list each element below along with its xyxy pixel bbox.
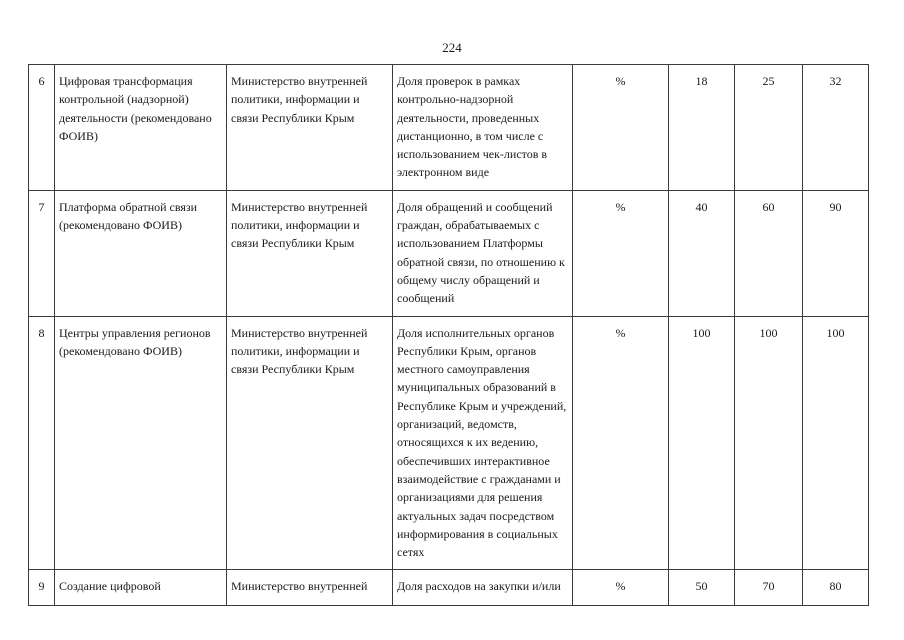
table-row (29, 190, 869, 316)
indicator-text: Доля обращений и сообщений граждан, обрабатываемых с использованием Платформы обратной связи, по отношению к общему числу обращений и сообщений (393, 190, 573, 316)
page-number: 224 (442, 40, 462, 55)
value-cell-1: 100 (669, 316, 735, 570)
value-cell-3: 80 (803, 570, 869, 606)
value-cell-1: 50 (669, 570, 735, 606)
value-cell-2: 70 (735, 570, 803, 606)
indicator-text: Доля проверок в рамках контрольно-надзорной деятельности, проведенных дистанционно, в том числе с использованием чек-листов в электронном виде (393, 65, 573, 191)
responsible-body: Министерство внутренней политики, информации и связи Республики Крым (227, 316, 393, 570)
table-row (29, 570, 869, 606)
row-number: 6 (29, 65, 55, 191)
unit-cell: % (573, 316, 669, 570)
unit-cell: % (573, 570, 669, 606)
indicator-text: Доля расходов на закупки и/или (393, 570, 573, 606)
value-cell-3: 32 (803, 65, 869, 191)
value-cell-3: 90 (803, 190, 869, 316)
value-cell-2: 100 (735, 316, 803, 570)
responsible-body: Министерство внутренней политики, информации и связи Республики Крым (227, 190, 393, 316)
responsible-body: Министерство внутренней политики, информации и связи Республики Крым (227, 65, 393, 191)
table-row (29, 65, 869, 191)
value-cell-1: 18 (669, 65, 735, 191)
indicator-text: Доля исполнительных органов Республики Крым, органов местного самоуправления муниципальных образований в Республике Крым и учреждений, организаций, ведомств, относящихся к их ведению, обеспечивших интерактивное взаимодействие с гражданами и организациями для решения актуальных задач посредством информирования в социальных сетях (393, 316, 573, 570)
unit-cell: % (573, 65, 669, 191)
value-cell-3: 100 (803, 316, 869, 570)
row-number: 9 (29, 570, 55, 606)
responsible-body: Министерство внутренней (227, 570, 393, 606)
unit-cell: % (573, 190, 669, 316)
project-name: Платформа обратной связи (рекомендовано ФОИВ) (55, 190, 227, 316)
value-cell-2: 25 (735, 65, 803, 191)
value-cell-1: 40 (669, 190, 735, 316)
project-name: Центры управления регионов (рекомендовано ФОИВ) (55, 316, 227, 570)
indicators-table (28, 64, 869, 606)
row-number: 7 (29, 190, 55, 316)
value-cell-2: 60 (735, 190, 803, 316)
row-number: 8 (29, 316, 55, 570)
table-row (29, 316, 869, 570)
project-name: Цифровая трансформация контрольной (надзорной) деятельности (рекомендовано ФОИВ) (55, 65, 227, 191)
project-name: Создание цифровой (55, 570, 227, 606)
